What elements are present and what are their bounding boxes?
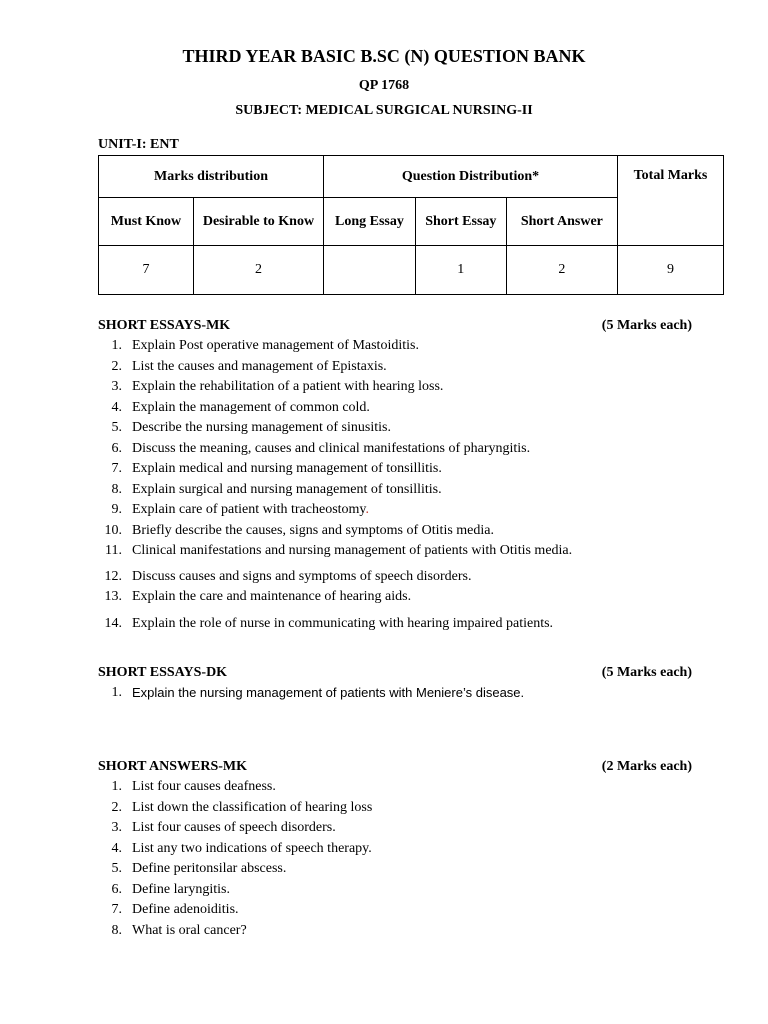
item-text: Explain the rehabilitation of a patient with hearing loss. [132,379,444,394]
item-number: 7. [111,461,122,476]
short-essays-dk-heading: SHORT ESSAYS-DK [98,665,228,680]
item-number: 5. [111,420,122,435]
item-number: 6. [111,440,122,456]
item-number: 1. [111,779,122,794]
item-number: 8. [111,481,122,497]
item-number: 2. [111,799,122,815]
item-text: Clinical manifestations and nursing management of patients with Otitis media. [132,543,573,558]
total-marks-header: Total Marks [618,156,724,246]
item-text: Explain the role of nurse in communicating with hearing impaired patients. [132,615,554,631]
item-number: 4. [111,399,122,415]
item-number: 2. [111,358,122,374]
item-number: 1. [111,685,122,700]
marks-distribution-table [98,155,724,295]
item-text: Briefly describe the causes, signs and symptoms of Otitis media. [132,522,494,538]
item-text: Explain the care and maintenance of hearing aids. [132,589,412,604]
item-text: Define adenoiditis. [132,902,239,917]
item-text: Explain the nursing management of patients with Meniere’s disease. [132,685,525,700]
unit-heading: UNIT-I: ENT [98,137,179,152]
table-row [99,246,724,295]
col-must-know: Must Know [99,198,194,246]
item-text: List the causes and management of Epistaxis. [132,358,387,374]
short-answers-mk-marks: (2 Marks each) [601,759,692,774]
marks-distribution-header: Marks distribution [99,156,324,198]
item-text: List down the classification of hearing loss [132,799,373,815]
item-text: Describe the nursing management of sinusitis. [132,420,391,435]
item-text: List any two indications of speech therapy. [132,840,372,856]
item-suffix: . [365,502,370,517]
short-essays-mk-marks: (5 Marks each) [601,318,692,333]
item-text: What is oral cancer? [132,922,247,938]
cell-total-marks: 9 [618,246,724,295]
item-text: Discuss causes and signs and symptoms of speech disorders. [132,568,472,584]
col-short-answer: Short Answer [506,198,617,246]
cell-short-answer: 2 [506,246,617,295]
item-number: 13. [104,589,122,604]
item-text: List four causes deafness. [132,779,276,794]
cell-short-essay: 1 [415,246,506,295]
item-number: 3. [111,379,122,394]
item-text: Discuss the meaning, causes and clinical manifestations of pharyngitis. [132,440,531,456]
question-distribution-header: Question Distribution* [324,156,618,198]
item-number: 6. [111,881,122,897]
short-essays-mk-heading: SHORT ESSAYS-MK [98,318,231,333]
col-short-essay: Short Essay [415,198,506,246]
document-title: THIRD YEAR BASIC B.SC (N) QUESTION BANK [182,46,586,66]
item-number: 4. [111,840,122,856]
item-text: Explain medical and nursing management of tonsillitis. [132,461,442,476]
cell-desirable-to-know: 2 [193,246,323,295]
item-number: 12. [104,568,122,584]
item-number: 7. [111,902,122,917]
short-essays-dk-marks: (5 Marks each) [601,665,692,680]
item-text: Explain care of patient with tracheostomy. [132,502,370,517]
col-long-essay: Long Essay [324,198,416,246]
item-text: Explain the management of common cold. [132,399,370,415]
col-desirable-to-know: Desirable to Know [193,198,323,246]
question-paper-code: QP 1768 [358,78,410,93]
item-number: 10. [104,522,122,538]
subject-heading: SUBJECT: MEDICAL SURGICAL NURSING-II [235,103,533,118]
item-number: 8. [111,922,122,938]
item-number: 5. [111,861,122,876]
item-text: List four causes of speech disorders. [132,820,336,835]
item-text: Explain surgical and nursing management of tonsillitis. [132,481,442,497]
item-text: Define laryngitis. [132,881,230,897]
short-answers-mk-heading: SHORT ANSWERS-MK [98,759,248,774]
cell-long-essay [324,246,416,295]
item-number: 1. [111,338,122,353]
item-number: 11. [105,543,122,558]
item-number: 9. [111,502,122,517]
item-text: Define peritonsilar abscess. [132,861,287,876]
item-number: 3. [111,820,122,835]
cell-must-know: 7 [99,246,194,295]
item-text: Explain Post operative management of Mastoiditis. [132,338,419,353]
item-number: 14. [104,615,122,631]
table-header-row [99,156,724,198]
